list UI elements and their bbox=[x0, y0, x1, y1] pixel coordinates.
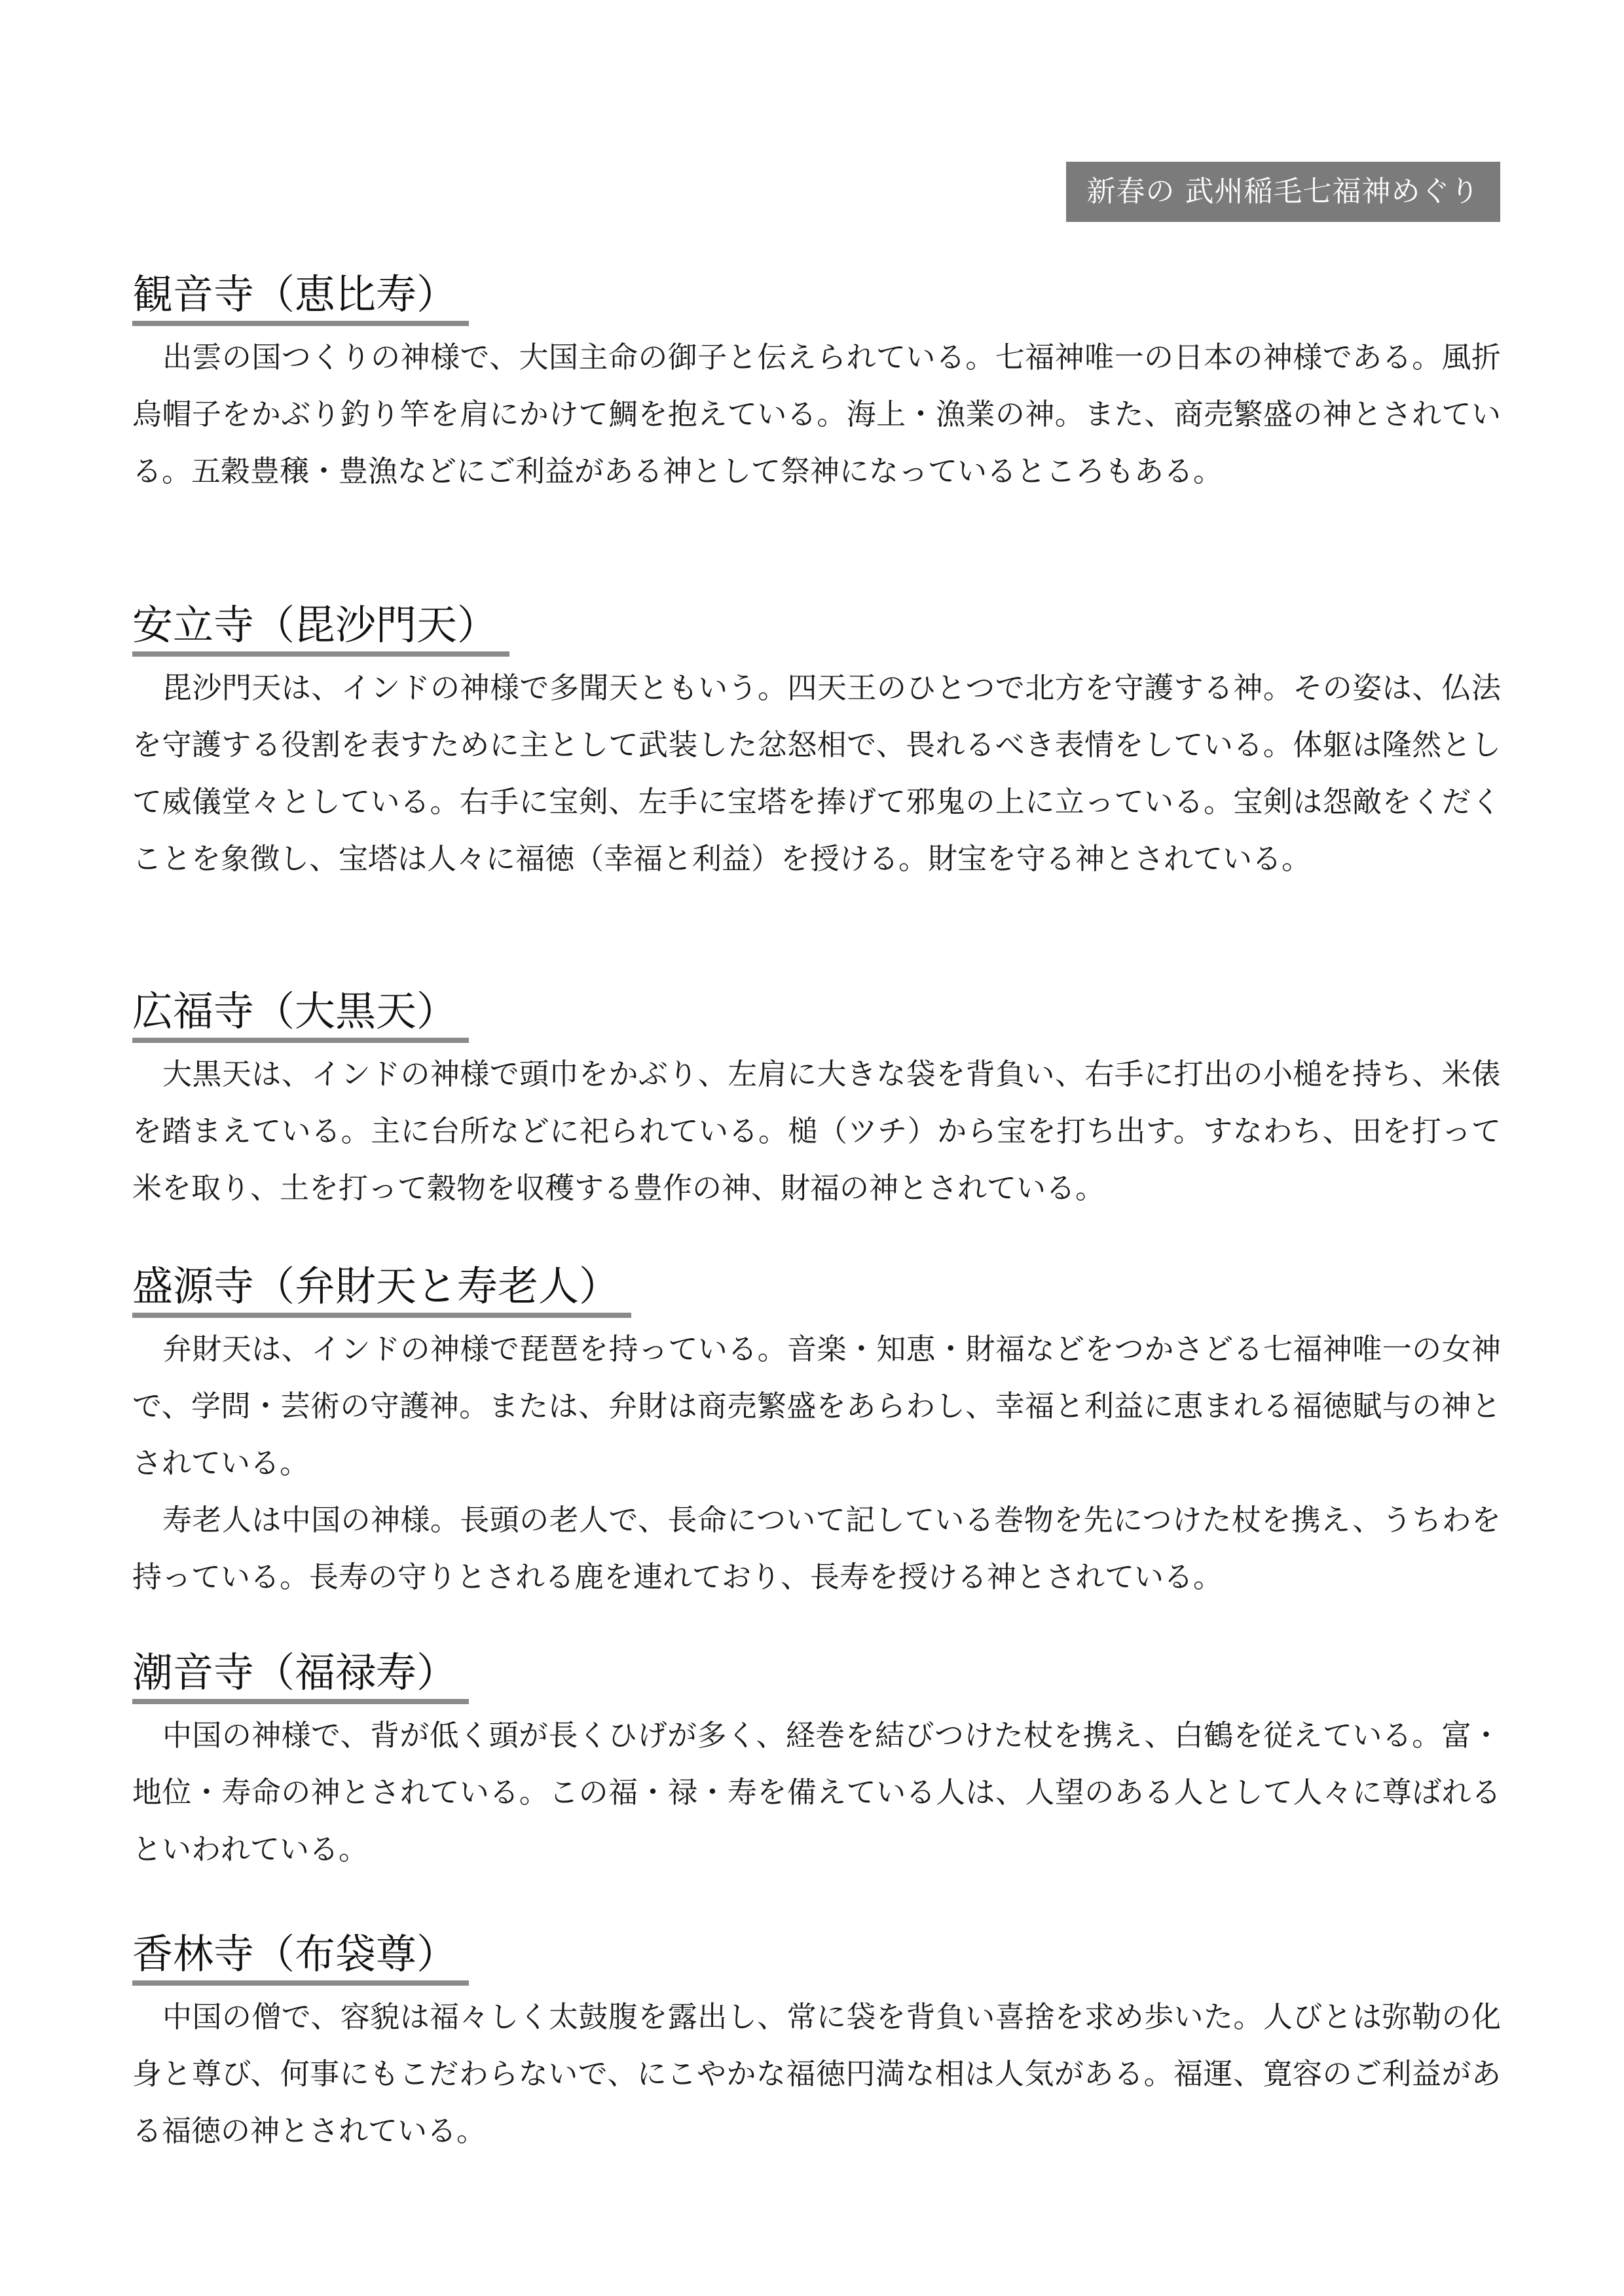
section-chouonji bbox=[132, 1647, 1501, 1878]
section-paragraph: 中国の神様で、背が低く頭が長くひげが多く、経巻を結びつけた杖を携え、白鶴を従えている。富・地位・寿命の神とされている。この福・禄・寿を備えている人は、人望のある人として人々に尊ばれるといわれている。 bbox=[132, 1718, 1501, 1867]
section-title: 香林寺（布袋尊） bbox=[132, 1928, 469, 1986]
section-title: 潮音寺（福禄寿） bbox=[132, 1647, 469, 1704]
section-kourinji bbox=[132, 1928, 1501, 2159]
header-badge: 新春の 武州稲毛七福神めぐり bbox=[1066, 162, 1500, 222]
section-paragraph: 大黒天は、インドの神様で頭巾をかぶり、左肩に大きな袋を背負い、右手に打出の小槌を持ち、米俵を踏まえている。主に台所などに祀られている。槌（ツチ）から宝を打ち出す。すなわち、田を打って米を取り、土を打って穀物を収穫する豊作の神、財福の神とされている。 bbox=[132, 1057, 1501, 1205]
section-paragraph: 出雲の国つくりの神様で、大国主命の御子と伝えられている。七福神唯一の日本の神様である。風折烏帽子をかぶり釣り竿を肩にかけて鯛を抱えている。海上・漁業の神。また、商売繁盛の神とされている。五穀豊穣・豊漁などにご利益がある神として祭神になっているところもある。 bbox=[132, 340, 1501, 488]
section-title: 安立寺（毘沙門天） bbox=[132, 599, 509, 657]
section-title: 観音寺（恵比寿） bbox=[132, 268, 469, 326]
section-title: 盛源寺（弁財天と寿老人） bbox=[132, 1260, 631, 1318]
section-paragraph: 毘沙門天は、インドの神様で多聞天ともいう。四天王のひとつで北方を守護する神。その姿は、仏法を守護する役割を表すために主として武装した忿怒相で、畏れるべき表情をしている。体躯は隆然として威儀堂々としている。右手に宝剣、左手に宝塔を捧げて邪鬼の上に立っている。宝剣は怨敵をくだくことを象徴し、宝塔は人々に福徳（幸福と利益）を授ける。財宝を守る神とされている。 bbox=[132, 670, 1501, 876]
section-paragraph: 寿老人は中国の神様。長頭の老人で、長命について記している巻物を先につけた杖を携え、うちわを持っている。長寿の守りとされる鹿を連れており、長寿を授ける神とされている。 bbox=[132, 1503, 1501, 1594]
section-seigenji bbox=[132, 1260, 1501, 1605]
section-kofukuji bbox=[132, 985, 1501, 1216]
section-paragraph: 中国の僧で、容貌は福々しく太鼓腹を露出し、常に袋を背負い喜捨を求め歩いた。人びとは弥勒の化身と尊び、何事にもこだわらないで、にこやかな福徳円満な相は人気がある。福運、寛容のご利益がある福徳の神とされている。 bbox=[132, 1999, 1501, 2148]
section-anryuji bbox=[132, 599, 1501, 887]
section-kannonji bbox=[132, 268, 1501, 500]
section-title: 広福寺（大黒天） bbox=[132, 985, 469, 1043]
section-paragraph: 弁財天は、インドの神様で琵琶を持っている。音楽・知恵・財福などをつかさどる七福神唯一の女神で、学問・芸術の守護神。または、弁財は商売繁盛をあらわし、幸福と利益に恵まれる福徳賦与の神とされている。 bbox=[132, 1332, 1501, 1480]
